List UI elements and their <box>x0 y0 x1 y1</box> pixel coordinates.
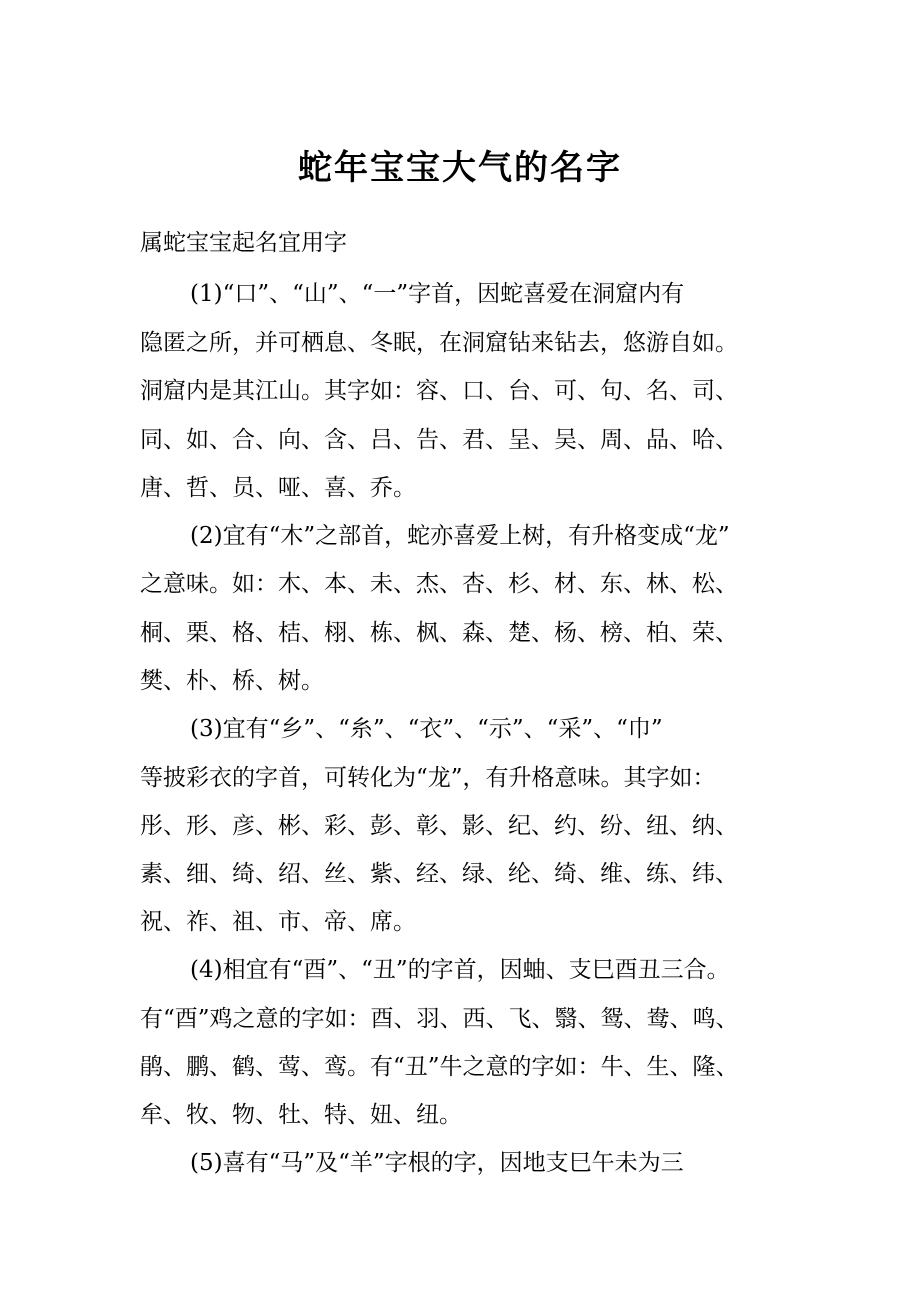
paragraph-line: 樊、朴、桥、树。 <box>140 668 324 694</box>
paragraph-line: (4)相宜有“酉”、“丑”的字首，因蚰、支巳酉丑三合。 <box>190 957 730 983</box>
paragraph-line: 牟、牧、物、牡、特、妞、纽。 <box>140 1102 462 1128</box>
paragraph-line: 隐匿之所，并可栖息、冬眠，在洞窟钻来钻去，悠游自如。 <box>140 330 738 356</box>
paragraph-line: 同、如、合、向、含、吕、告、君、呈、吴、周、品、哈、 <box>140 427 738 453</box>
paragraph-line: 有“酉”鸡之意的字如：酉、羽、西、飞、翳、鸳、鸯、鸣、 <box>140 1006 739 1032</box>
paragraph-line: 等披彩衣的字首，可转化为“龙”，有升格意味。其字如： <box>140 765 716 791</box>
paragraph-line: 祝、祚、祖、市、帝、席。 <box>140 909 416 935</box>
paragraph-line: 洞窟内是其江山。其字如：容、口、台、可、句、名、司、 <box>140 378 738 404</box>
paragraph-line: (5)喜有“马”及“羊”字根的字，因地支巳午未为三 <box>190 1150 684 1176</box>
paragraph-line: (1)“口”、“山”、“一”字首，因蛇喜爱在洞窟内有 <box>190 281 685 307</box>
paragraph-line: 桐、栗、格、桔、栩、栋、枫、森、楚、杨、榜、柏、荣、 <box>140 620 738 646</box>
paragraph-line: 彤、形、彦、彬、彩、彭、彰、影、纪、约、纷、纽、纳、 <box>140 813 738 839</box>
paragraph-line: (3)宜有“乡”、“糸”、“衣”、“示”、“采”、“巾” <box>190 716 663 742</box>
paragraph-line: 之意味。如：木、本、未、杰、杏、杉、材、东、林、松、 <box>140 571 738 597</box>
page-title: 蛇年宝宝大气的名字 <box>298 148 622 188</box>
paragraph-line: 素、细、绮、绍、丝、紫、经、绿、纶、绮、维、练、纬、 <box>140 861 738 887</box>
section-heading: 属蛇宝宝起名宜用字 <box>140 230 347 256</box>
paragraph-line: 鹃、鹏、鹤、莺、鸾。有“丑”牛之意的字如：牛、生、隆、 <box>140 1054 739 1080</box>
paragraph-line: (2)宜有“木”之部首，蛇亦喜爱上树，有升格变成“龙” <box>190 523 730 549</box>
paragraph-line: 唐、哲、员、哑、喜、乔。 <box>140 475 416 501</box>
